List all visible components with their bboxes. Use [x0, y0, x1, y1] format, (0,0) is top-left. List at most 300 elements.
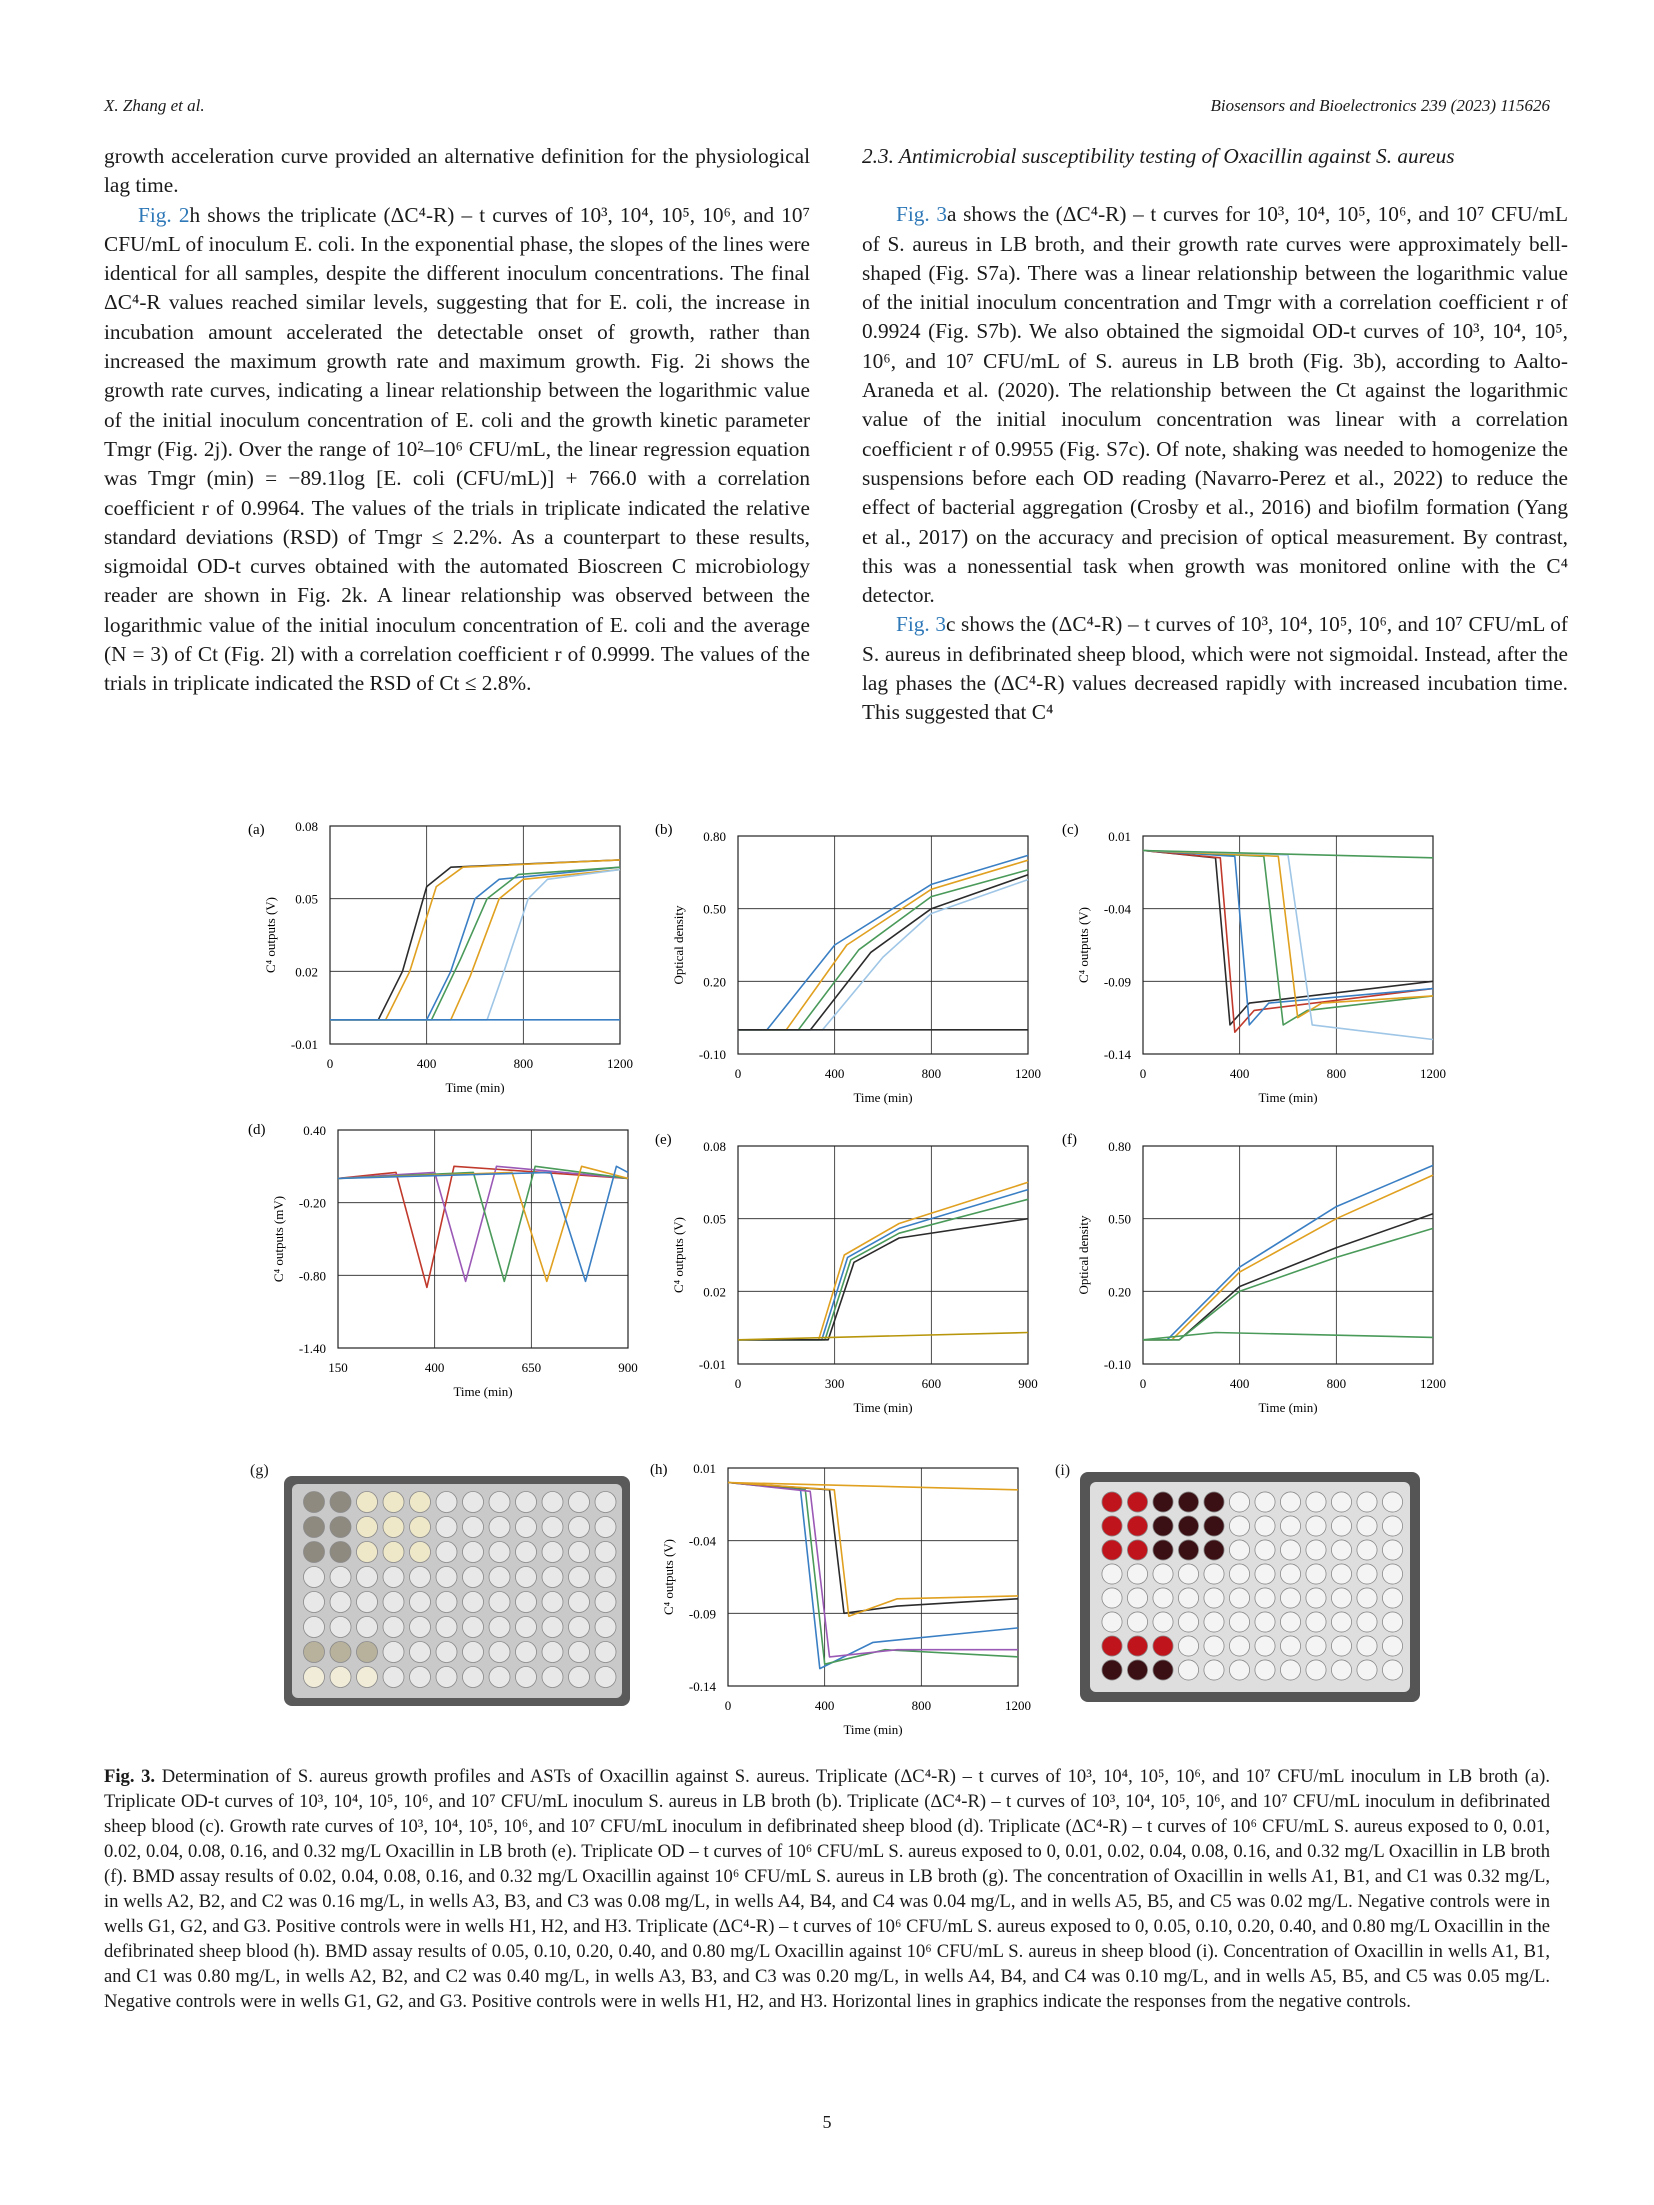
x-axis-label: Time (min)	[1258, 1090, 1318, 1105]
x-tick-label: 900	[1018, 1376, 1038, 1391]
plate-well	[1331, 1540, 1351, 1560]
plate-well	[463, 1642, 484, 1663]
series-line	[1143, 851, 1433, 1025]
plate-well	[516, 1617, 537, 1638]
plate-well	[1255, 1564, 1275, 1584]
paragraph	[104, 201, 810, 699]
x-tick-label: 800	[911, 1698, 932, 1713]
series-line	[728, 1483, 1018, 1614]
plate-well	[357, 1517, 378, 1538]
plate-well	[1331, 1564, 1351, 1584]
plate-well	[1306, 1492, 1326, 1512]
panel-label: (f)	[1062, 1132, 1077, 1148]
y-tick-label: -0.09	[1103, 974, 1131, 990]
plate-well	[542, 1517, 563, 1538]
chart-panel-a	[248, 819, 633, 1095]
series-line	[338, 1166, 628, 1281]
y-tick-label: -0.04	[1103, 901, 1131, 917]
plate-well	[542, 1592, 563, 1613]
plate-well	[1127, 1492, 1147, 1512]
plate-well	[357, 1642, 378, 1663]
plate-well	[357, 1492, 378, 1513]
plate-well	[1178, 1492, 1198, 1512]
plate-well	[489, 1492, 510, 1513]
plate-well	[1229, 1540, 1249, 1560]
plate-well	[542, 1542, 563, 1563]
plate-well	[1280, 1492, 1300, 1512]
plate-well	[1357, 1660, 1377, 1680]
plate-well	[569, 1542, 590, 1563]
plate-well	[489, 1667, 510, 1688]
plate-well	[1229, 1588, 1249, 1608]
plate-well	[542, 1617, 563, 1638]
x-axis-label: Time (min)	[453, 1384, 513, 1399]
panel-label: (d)	[248, 1122, 266, 1138]
x-tick-label: 0	[734, 1066, 742, 1081]
plate-well	[1357, 1564, 1377, 1584]
plate-well	[1255, 1660, 1275, 1680]
plate-well	[1229, 1636, 1249, 1656]
plate-well	[304, 1667, 325, 1688]
page-number: 5	[822, 2112, 832, 2132]
plate-well	[1178, 1564, 1198, 1584]
plate-well	[436, 1617, 457, 1638]
plate-well	[304, 1567, 325, 1588]
x-tick-label: 400	[814, 1698, 835, 1713]
paragraph-text: a shows the (ΔC⁴-R) – t curves for 10³, 10⁴, 10⁵, 10⁶, and 10⁷ CFU/mL of S. aureus in LB broth, and their growth rate curves were approximately bell-shaped (Fig. S7a). There was a linear relationship between the logarithmic value of the initial inoculum concentration and Tmgr with a correlation coefficient r of 0.9924 (Fig. S7b). We also obtained the sigmoidal OD-t curves of 10³, 10⁴, 10⁵, 10⁶, and 10⁷ CFU/mL of S. aureus in LB broth (Fig. 3b), according to Aalto-Araneda et al. (2020). The relationship between the Ct against the logarithmic value of the initial inoculum concentration was linear with a correlation coefficient r of 0.9955 (Fig. S7c). Of note, shaking was needed to homogenize the suspensions before each OD reading (Navarro-Perez et al., 2022) to reduce the effect of bacterial aggregation (Crosby et al., 2016) and biofilm formation (Yang et al., 2017) on the accuracy and precision of optical measurement. By contrast, this was a nonessential task when growth was monitored online with the C⁴ detector.	[862, 202, 1568, 608]
plate-well	[1153, 1636, 1173, 1656]
plate-well	[1357, 1588, 1377, 1608]
plate-well	[383, 1667, 404, 1688]
figure-caption	[104, 1764, 1550, 2014]
series-line	[738, 860, 1028, 1030]
series-line	[738, 855, 1028, 1029]
plate-well	[1382, 1636, 1402, 1656]
plate-well	[1382, 1564, 1402, 1584]
chart-panel-e	[655, 1132, 1038, 1415]
plate-well	[1382, 1492, 1402, 1512]
x-tick-label: 0	[734, 1376, 742, 1391]
plate-well	[436, 1642, 457, 1663]
paragraph	[862, 610, 1568, 727]
x-tick-label: 400	[1229, 1066, 1250, 1081]
plate-well	[1102, 1588, 1122, 1608]
plate-well	[383, 1642, 404, 1663]
plate-well	[304, 1542, 325, 1563]
caption-label: Fig. 3.	[104, 1766, 156, 1787]
plate-well	[330, 1567, 351, 1588]
y-tick-label: 0.80	[1108, 1139, 1131, 1154]
series-line	[1143, 851, 1433, 858]
chart-panel-d	[248, 1122, 638, 1399]
x-tick-label: 150	[328, 1360, 348, 1375]
plate-well	[463, 1667, 484, 1688]
plot-frame	[338, 1130, 628, 1348]
plate-well	[410, 1517, 431, 1538]
y-tick-label: 0.05	[703, 1211, 726, 1227]
plate-well	[383, 1567, 404, 1588]
y-tick-label: -0.01	[290, 1037, 318, 1052]
plate-well	[1153, 1564, 1173, 1584]
plate-well	[1306, 1636, 1326, 1656]
plate-well	[304, 1592, 325, 1613]
plate-well	[595, 1542, 616, 1563]
plate-well	[330, 1617, 351, 1638]
y-axis-label: Optical density	[1076, 1215, 1091, 1295]
y-tick-label: -0.20	[298, 1195, 326, 1211]
series-line	[1143, 851, 1433, 1025]
plate-well	[1280, 1612, 1300, 1632]
plate-well	[1127, 1588, 1147, 1608]
plate-well	[330, 1667, 351, 1688]
plate-well	[357, 1667, 378, 1688]
plate-well	[489, 1567, 510, 1588]
running-header-journal: Biosensors and Bioelectronics 239 (2023) 115626	[1210, 96, 1550, 115]
plate-well	[1127, 1516, 1147, 1536]
plate-well	[1357, 1636, 1377, 1656]
plate-well	[1229, 1660, 1249, 1680]
plate-well	[1204, 1540, 1224, 1560]
x-tick-label: 1200	[1005, 1698, 1031, 1713]
bmd-plate-photo-sheep-blood	[1080, 1472, 1420, 1702]
plate-well	[330, 1592, 351, 1613]
plate-well	[1127, 1564, 1147, 1584]
plate-well	[1102, 1540, 1122, 1560]
plate-well	[1153, 1492, 1173, 1512]
y-tick-label: -1.40	[298, 1341, 326, 1356]
left-column	[104, 142, 810, 699]
y-axis-label: C⁴ outputs (V)	[661, 1538, 676, 1616]
plate-well	[1204, 1636, 1224, 1656]
y-tick-label: -0.09	[688, 1606, 716, 1622]
panel-label: (e)	[655, 1132, 672, 1148]
y-tick-label: -0.10	[1103, 1357, 1131, 1372]
paragraph-text: c shows the (ΔC⁴-R) – t curves of 10³, 10⁴, 10⁵, 10⁶, and 10⁷ CFU/mL of S. aureus in defibrinated sheep blood, which were not sigmoidal. Instead, after the lag phases the (ΔC⁴-R) values decreased rapidly with increased incubation time. This suggested that C⁴	[862, 612, 1568, 725]
x-axis-label: Time (min)	[843, 1722, 903, 1737]
plate-well	[1331, 1492, 1351, 1512]
plate-well	[1204, 1492, 1224, 1512]
plate-well	[1229, 1612, 1249, 1632]
plate-well	[1255, 1492, 1275, 1512]
plate-well	[1178, 1588, 1198, 1608]
x-axis-label: Time (min)	[853, 1400, 913, 1415]
x-tick-label: 0	[326, 1056, 334, 1071]
plate-well	[410, 1542, 431, 1563]
plate-well	[436, 1667, 457, 1688]
plate-well	[1280, 1564, 1300, 1584]
plate-well	[1306, 1612, 1326, 1632]
panel-label-g: (g)	[250, 1462, 269, 1479]
y-tick-label: -0.04	[688, 1533, 716, 1549]
series-line	[330, 867, 620, 1020]
plot-frame	[1143, 836, 1433, 1054]
plate-well	[383, 1517, 404, 1538]
plate-well	[569, 1517, 590, 1538]
y-tick-label: 0.40	[303, 1123, 326, 1138]
series-line	[738, 1333, 1028, 1340]
paragraph: growth acceleration curve provided an alternative definition for the physiological lag time.	[104, 144, 810, 198]
y-axis-label: C⁴ outputs (V)	[1076, 906, 1091, 984]
plate-well	[410, 1592, 431, 1613]
x-tick-label: 400	[416, 1056, 437, 1071]
plate-well	[1331, 1516, 1351, 1536]
x-tick-label: 800	[921, 1066, 942, 1081]
plate-well	[1357, 1492, 1377, 1512]
plate-well	[516, 1592, 537, 1613]
plate-well	[489, 1542, 510, 1563]
plate-well	[1102, 1516, 1122, 1536]
plate-well	[595, 1642, 616, 1663]
x-tick-label: 800	[513, 1056, 534, 1071]
series-line	[330, 870, 620, 1020]
plate-well	[330, 1517, 351, 1538]
plate-well	[1204, 1516, 1224, 1536]
plate-well	[1280, 1660, 1300, 1680]
y-tick-label: 0.08	[703, 1139, 726, 1154]
y-axis-label: C⁴ outputs (mV)	[271, 1195, 286, 1283]
plate-well	[569, 1567, 590, 1588]
plot-frame	[330, 826, 620, 1044]
x-tick-label: 800	[1326, 1376, 1347, 1391]
plate-well	[1178, 1636, 1198, 1656]
figure-link[interactable]: Fig. 3	[896, 612, 946, 637]
plate-well	[304, 1517, 325, 1538]
plate-well	[1153, 1612, 1173, 1632]
plate-well	[1331, 1636, 1351, 1656]
plate-well	[595, 1667, 616, 1688]
plate-well	[436, 1567, 457, 1588]
series-line	[330, 870, 620, 1020]
plate-well	[1102, 1660, 1122, 1680]
plate-well	[516, 1567, 537, 1588]
plate-well	[436, 1592, 457, 1613]
series-line	[728, 1483, 1018, 1490]
plate-well	[1306, 1564, 1326, 1584]
plate-well	[569, 1617, 590, 1638]
plate-well	[516, 1492, 537, 1513]
running-header-authors: X. Zhang et al.	[104, 96, 205, 115]
plate-well	[383, 1617, 404, 1638]
plate-well	[1255, 1588, 1275, 1608]
plot-frame	[738, 836, 1028, 1054]
plate-well	[463, 1617, 484, 1638]
x-tick-label: 900	[618, 1360, 638, 1375]
plate-well	[410, 1642, 431, 1663]
panel-label: (h)	[650, 1462, 668, 1478]
plate-well	[569, 1667, 590, 1688]
plate-well	[1306, 1540, 1326, 1560]
series-line	[738, 1199, 1028, 1340]
plate-well	[410, 1492, 431, 1513]
plate-well	[330, 1492, 351, 1513]
series-line	[338, 1166, 628, 1287]
plate-well	[1178, 1660, 1198, 1680]
x-tick-label: 400	[824, 1066, 845, 1081]
plate-well	[1306, 1660, 1326, 1680]
plate-well	[1178, 1516, 1198, 1536]
paragraph	[862, 200, 1568, 610]
x-tick-label: 400	[424, 1360, 445, 1375]
series-line	[728, 1483, 1018, 1665]
series-line	[738, 1182, 1028, 1340]
chart-panel-b	[655, 822, 1041, 1105]
chart-panel-c	[1062, 822, 1446, 1105]
paragraph-text: h shows the triplicate (ΔC⁴-R) – t curves of 10³, 10⁴, 10⁵, 10⁶, and 10⁷ CFU/mL of inoculum E. coli. In the exponential phase, the slopes of the lines were identical for all samples, despite the different inoculum concentrations. The final ΔC⁴-R values reached similar levels, suggesting that for E. coli, the increase in incubation amount accelerated the detectable onset of growth, rather than increased the maximum growth rate and maximum growth. Fig. 2i shows the growth rate curves, indicating a linear relationship between the logarithmic value of the initial inoculum concentration of E. coli and the growth kinetic parameter Tmgr (Fig. 2j). Over the range of 10²–10⁶ CFU/mL, the linear regression equation was Tmgr (min) = −89.1log [E. coli (CFU/mL)] + 766.0 with a correlation coefficient r of 0.9964. The values of the trials in triplicate indicated the relative standard deviations (RSD) of Tmgr ≤ 2.2%. As a counterpart to these results, sigmoidal OD-t curves obtained with the automated Bioscreen C microbiology reader are shown in Fig. 2k. A linear relationship was observed between the logarithmic value of the initial inoculum concentration of E. coli and the average (N = 3) of Ct (Fig. 2l) with a correlation coefficient r of 0.9999. The values of the trials in triplicate indicated the RSD of Ct ≤ 2.8%.	[104, 202, 810, 696]
series-line	[738, 1219, 1028, 1340]
x-tick-label: 0	[1139, 1066, 1147, 1081]
plate-well	[1357, 1612, 1377, 1632]
plate-well	[1102, 1492, 1122, 1512]
plate-well	[569, 1592, 590, 1613]
chart-panel-f	[1062, 1132, 1446, 1415]
y-tick-label: 0.50	[703, 901, 726, 917]
y-tick-label: 0.80	[703, 829, 726, 844]
plate-well	[595, 1517, 616, 1538]
plate-well	[1280, 1636, 1300, 1656]
plate-well	[463, 1517, 484, 1538]
plate-well	[383, 1542, 404, 1563]
plate-well	[1280, 1588, 1300, 1608]
plate-well	[436, 1517, 457, 1538]
plate-well	[1331, 1588, 1351, 1608]
series-line	[1143, 1175, 1433, 1340]
y-tick-label: 0.02	[295, 964, 318, 980]
plate-well	[463, 1592, 484, 1613]
series-line	[338, 1166, 628, 1281]
plate-well	[1153, 1516, 1173, 1536]
plate-well	[1382, 1660, 1402, 1680]
plate-well	[595, 1492, 616, 1513]
plate-well	[463, 1542, 484, 1563]
plate-well	[1178, 1540, 1198, 1560]
plate-well	[1306, 1588, 1326, 1608]
x-tick-label: 300	[824, 1376, 845, 1391]
series-line	[1143, 1165, 1433, 1339]
plate-well	[569, 1492, 590, 1513]
series-line	[330, 860, 620, 1020]
plate-well	[516, 1517, 537, 1538]
panel-label: (c)	[1062, 822, 1079, 838]
plate-well	[1204, 1660, 1224, 1680]
right-column	[862, 142, 1568, 728]
x-tick-label: 650	[521, 1360, 542, 1375]
plate-well	[489, 1642, 510, 1663]
plate-well	[1255, 1516, 1275, 1536]
x-tick-label: 1200	[607, 1056, 633, 1071]
series-line	[738, 1190, 1028, 1340]
x-tick-label: 400	[1229, 1376, 1250, 1391]
panel-label-i: (i)	[1055, 1462, 1071, 1479]
plate-well	[357, 1567, 378, 1588]
x-tick-label: 600	[921, 1376, 942, 1391]
x-tick-label: 1200	[1015, 1066, 1041, 1081]
plate-well	[542, 1667, 563, 1688]
plate-well	[1102, 1636, 1122, 1656]
x-axis-label: Time (min)	[853, 1090, 913, 1105]
y-axis-label: C⁴ outputs (V)	[263, 896, 278, 974]
y-axis-label: Optical density	[671, 905, 686, 985]
plate-well	[1127, 1540, 1147, 1560]
plate-well	[1255, 1636, 1275, 1656]
y-tick-label: -0.80	[298, 1268, 326, 1284]
plate-well	[1153, 1588, 1173, 1608]
series-line	[728, 1483, 1018, 1617]
plate-well	[1102, 1564, 1122, 1584]
plate-well	[463, 1492, 484, 1513]
plate-well	[595, 1592, 616, 1613]
y-tick-label: 0.50	[1108, 1211, 1131, 1227]
x-tick-label: 0	[1139, 1376, 1147, 1391]
plate-well	[357, 1617, 378, 1638]
plate-well	[489, 1517, 510, 1538]
x-tick-label: 1200	[1420, 1066, 1446, 1081]
series-line	[330, 867, 620, 1020]
plate-well	[357, 1592, 378, 1613]
figure-link[interactable]: Fig. 2	[138, 202, 190, 227]
plate-well	[1382, 1588, 1402, 1608]
plate-well	[1357, 1540, 1377, 1560]
plate-well	[304, 1642, 325, 1663]
series-line	[338, 1166, 628, 1281]
y-tick-label: -0.01	[698, 1357, 726, 1372]
plate-well	[516, 1542, 537, 1563]
plate-well	[1204, 1588, 1224, 1608]
series-line	[1143, 851, 1433, 1033]
x-tick-label: 0	[724, 1698, 732, 1713]
series-line	[738, 870, 1028, 1030]
y-tick-label: 0.08	[295, 819, 318, 834]
plot-frame	[728, 1468, 1018, 1686]
plate-well	[1255, 1540, 1275, 1560]
plot-frame	[738, 1146, 1028, 1364]
y-tick-label: 0.20	[1108, 1284, 1131, 1300]
plate-well	[304, 1492, 325, 1513]
bmd-plate-photo-lb-broth	[284, 1476, 630, 1706]
plate-well	[1357, 1516, 1377, 1536]
plate-well	[1382, 1540, 1402, 1560]
panel-label: (a)	[248, 822, 265, 838]
plate-well	[569, 1642, 590, 1663]
plate-well	[1153, 1540, 1173, 1560]
plot-frame	[1143, 1146, 1433, 1364]
plate-well	[1255, 1612, 1275, 1632]
x-axis-label: Time (min)	[445, 1080, 505, 1095]
plate-well	[1280, 1540, 1300, 1560]
plate-well	[410, 1617, 431, 1638]
plate-well	[542, 1642, 563, 1663]
y-tick-label: 0.01	[1108, 829, 1131, 844]
series-line	[728, 1483, 1018, 1669]
caption-text: Determination of S. aureus growth profiles and ASTs of Oxacillin against S. aureus. Triplicate (ΔC⁴-R) – t curves of 10³, 10⁴, 10⁵, 10⁶, and 10⁷ CFU/mL inoculum in LB broth (a). Triplicate OD-t curves of 10³, 10⁴, 10⁵, 10⁶, and 10⁷ CFU/mL inoculum S. aureus in LB broth (b). Triplicate (ΔC⁴-R) – t curves of 10³, 10⁴, 10⁵, 10⁶, and 10⁷ CFU/mL inoculum in defibrinated sheep blood (c). Growth rate curves of 10³, 10⁴, 10⁵, 10⁶, and 10⁷ CFU/mL inoculum in defibrinated sheep blood (d). Triplicate (ΔC⁴-R) – t curves of 10⁶ CFU/mL S. aureus exposed to 0, 0.01, 0.02, 0.04, 0.08, 0.16, and 0.32 mg/L Oxacillin in LB broth (e). Triplicate OD – t curves of 10⁶ CFU/mL S. aureus exposed to 0, 0.01, 0.02, 0.04, 0.08, 0.16, and 0.32 mg/L Oxacillin in LB broth (f). BMD assay results of 0.02, 0.04, 0.08, 0.16, and 0.32 mg/L Oxacillin against 10⁶ CFU/mL S. aureus in LB broth (g). The concentration of Oxacillin in wells A1, B1, and C1 was 0.32 mg/L, in wells A2, B2, and C2 was 0.16 mg/L, in wells A3, B3, and C3 was 0.08 mg/L, in wells A4, B4, and C4 was 0.04 mg/L, and in wells A5, B5, and C5 was 0.02 mg/L. Negative controls were in wells G1, G2, and G3. Positive controls were in wells H1, H2, and H3. Triplicate (ΔC⁴-R) – t curves of 10⁶ CFU/mL S. aureus exposed to 0, 0.05, 0.10, 0.20, 0.40, and 0.80 mg/L Oxacillin in the defibrinated sheep blood (h). BMD assay results of 0.05, 0.10, 0.20, 0.40, and 0.80 mg/L Oxacillin against 10⁶ CFU/mL S. aureus in sheep blood (i). Concentration of Oxacillin in wells A1, B1, and C1 was 0.80 mg/L, in wells A2, B2, and C2 was 0.40 mg/L, in wells A3, B3, and C3 was 0.20 mg/L, in wells A4, B4, and C4 was 0.10 mg/L, and in wells A5, B5, and C5 was 0.05 mg/L. Negative controls were in wells G1, G2, and G3. Positive controls were in wells H1, H2, and H3. Horizontal lines in graphics indicate the responses from the negative controls.	[104, 1766, 1550, 2012]
plate-well	[1127, 1612, 1147, 1632]
y-tick-label: -0.14	[688, 1679, 716, 1694]
section-heading: 2.3. Antimicrobial susceptibility testing of Oxacillin against S. aureus	[862, 144, 1455, 168]
x-axis-label: Time (min)	[1258, 1400, 1318, 1415]
y-axis-label: C⁴ outputs (V)	[671, 1216, 686, 1294]
plate-well	[595, 1567, 616, 1588]
plate-well	[1204, 1564, 1224, 1584]
figure-link[interactable]: Fig. 3	[896, 202, 948, 227]
plate-well	[1306, 1516, 1326, 1536]
series-line	[728, 1483, 1018, 1657]
series-line	[1143, 851, 1433, 1040]
plate-well	[595, 1617, 616, 1638]
y-tick-label: -0.14	[1103, 1047, 1131, 1062]
series-line	[338, 1166, 628, 1281]
series-line	[330, 860, 620, 1020]
y-tick-label: 0.05	[295, 891, 318, 907]
plate-well	[1382, 1516, 1402, 1536]
